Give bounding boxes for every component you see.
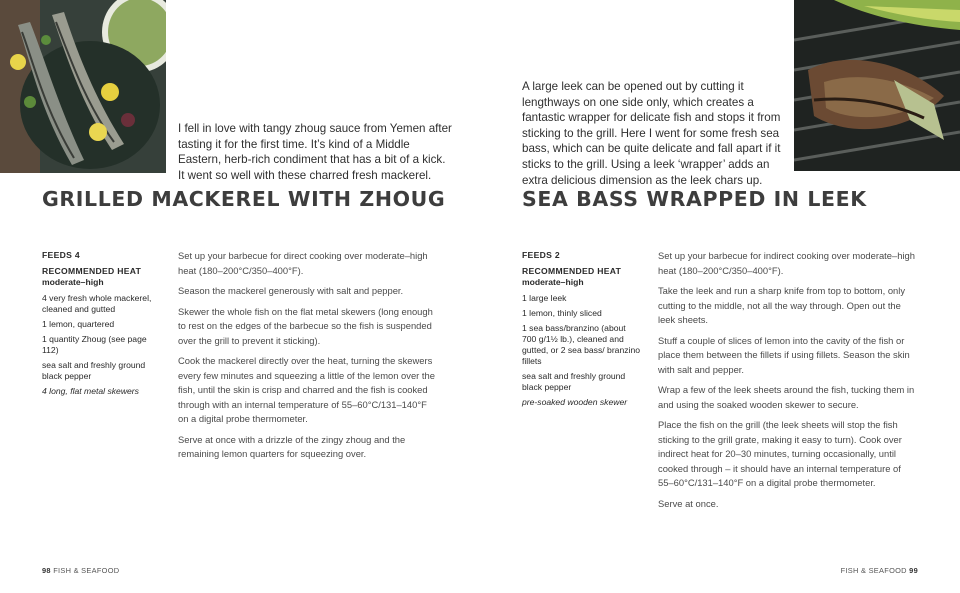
sea-bass-photo-illustration	[794, 0, 960, 171]
ingredient-item: 4 very fresh whole mackerel, cleaned and gutted	[42, 293, 152, 314]
ingredients-panel	[522, 250, 640, 408]
heat-value: moderate–high	[522, 277, 584, 287]
method-step: Place the fish on the grill (the leek sheets will stop the fish sticking to the grill grate, making it easy to turn). Cook over indirect heat for 20–30 minutes, turning occasionally, until cooked through – it should have an internal temperature of 55–60°C/131–140°F on a digital probe thermometer.	[658, 419, 902, 488]
method-step: Wrap a few of the leek sheets around the fish, tucking them in and using the soaked wooden skewer to secure.	[658, 384, 915, 410]
heat-label: RECOMMENDED HEAT	[522, 266, 622, 276]
ingredient-item: 1 large leek	[522, 293, 567, 303]
method-steps	[658, 249, 918, 517]
ingredient-item: 1 lemon, thinly sliced	[522, 308, 602, 318]
sea-bass-photo	[794, 0, 960, 171]
method-steps	[178, 249, 438, 468]
section-name: FISH & SEAFOOD	[53, 566, 120, 575]
servings-label: FEEDS 4	[42, 250, 80, 260]
method-step: Stuff a couple of slices of lemon into the cavity of the fish or place them between the fillets if using fillets. Season the skin with salt and pepper.	[658, 334, 910, 375]
method-step: Cook the mackerel directly over the heat, turning the skewers every few minutes and squeezing a little of the lemon over the fish, until the skin is crisp and charred and the fish is cooked through with an internal temperature of 55–60°C/131–140°F on a digital probe thermometer.	[178, 355, 435, 424]
method-step: Skewer the whole fish on the flat metal skewers (long enough to rest on the edges of the barbecue so the fish is suspended over the grill to prevent it sticking).	[178, 305, 433, 346]
right-page	[480, 0, 960, 593]
ingredient-item: sea salt and freshly ground black pepper	[522, 371, 626, 392]
method-step: Serve at once.	[658, 497, 719, 509]
mackerel-photo	[0, 0, 166, 173]
ingredients-panel	[42, 250, 160, 397]
intro-paragraph: I fell in love with tangy zhoug sauce from Yemen after tasting it for the first time. It’s kind of a Middle Eastern, herb-rich condiment that has a bit of a kick. It went so well with these charred fresh mackerel.	[178, 122, 452, 182]
section-name: FISH & SEAFOOD	[840, 566, 907, 575]
servings-label: FEEDS 2	[522, 250, 560, 260]
folio-left	[42, 566, 119, 575]
method-step: Take the leek and run a sharp knife from top to bottom, only cutting to the middle, not all the way through. Open out the leek sheets.	[658, 285, 906, 325]
recipe-title: GRILLED MACKEREL WITH ZHOUG	[42, 187, 446, 211]
folio-right	[841, 566, 918, 575]
equipment-note: pre-soaked wooden skewer	[522, 397, 628, 407]
equipment-note: 4 long, flat metal skewers	[42, 386, 139, 396]
intro-paragraph: A large leek can be opened out by cutting it lengthways on one side only, which creates a fantastic wrapper for delicate fish and stops it from sticking to the grill. Here I went for some fresh sea bass, which can be quite delicate and fall apart if it sticks to the grill. Using a leek ‘wrapper’ adds an extra delicious dimension as the leek chars up.	[522, 80, 781, 187]
page-number: 99	[909, 566, 918, 575]
method-step: Serve at once with a drizzle of the zingy zhoug and the remaining lemon quarters for squeezing over.	[178, 433, 406, 459]
ingredient-item: 1 sea bass/branzino (about 700 g/1½ lb.), cleaned and gutted, or 2 sea bass/ branzino fillets	[522, 323, 641, 366]
mackerel-photo-illustration	[0, 0, 166, 173]
method-step: Set up your barbecue for direct cooking over moderate–high heat (180–200°C/350–400°F).	[178, 250, 428, 276]
recipe-title: SEA BASS WRAPPED IN LEEK	[522, 187, 867, 211]
ingredient-item: 1 quantity Zhoug (see page 112)	[42, 334, 147, 355]
ingredient-item: 1 lemon, quartered	[42, 319, 115, 329]
page-number: 98	[42, 566, 51, 575]
ingredient-item: sea salt and freshly ground black pepper	[42, 360, 146, 381]
heat-value: moderate–high	[42, 277, 104, 287]
method-step: Set up your barbecue for indirect cooking over moderate–high heat (180–200°C/350–400°F).	[658, 250, 915, 276]
heat-label: RECOMMENDED HEAT	[42, 266, 142, 276]
method-step: Season the mackerel generously with salt and pepper.	[178, 285, 404, 296]
